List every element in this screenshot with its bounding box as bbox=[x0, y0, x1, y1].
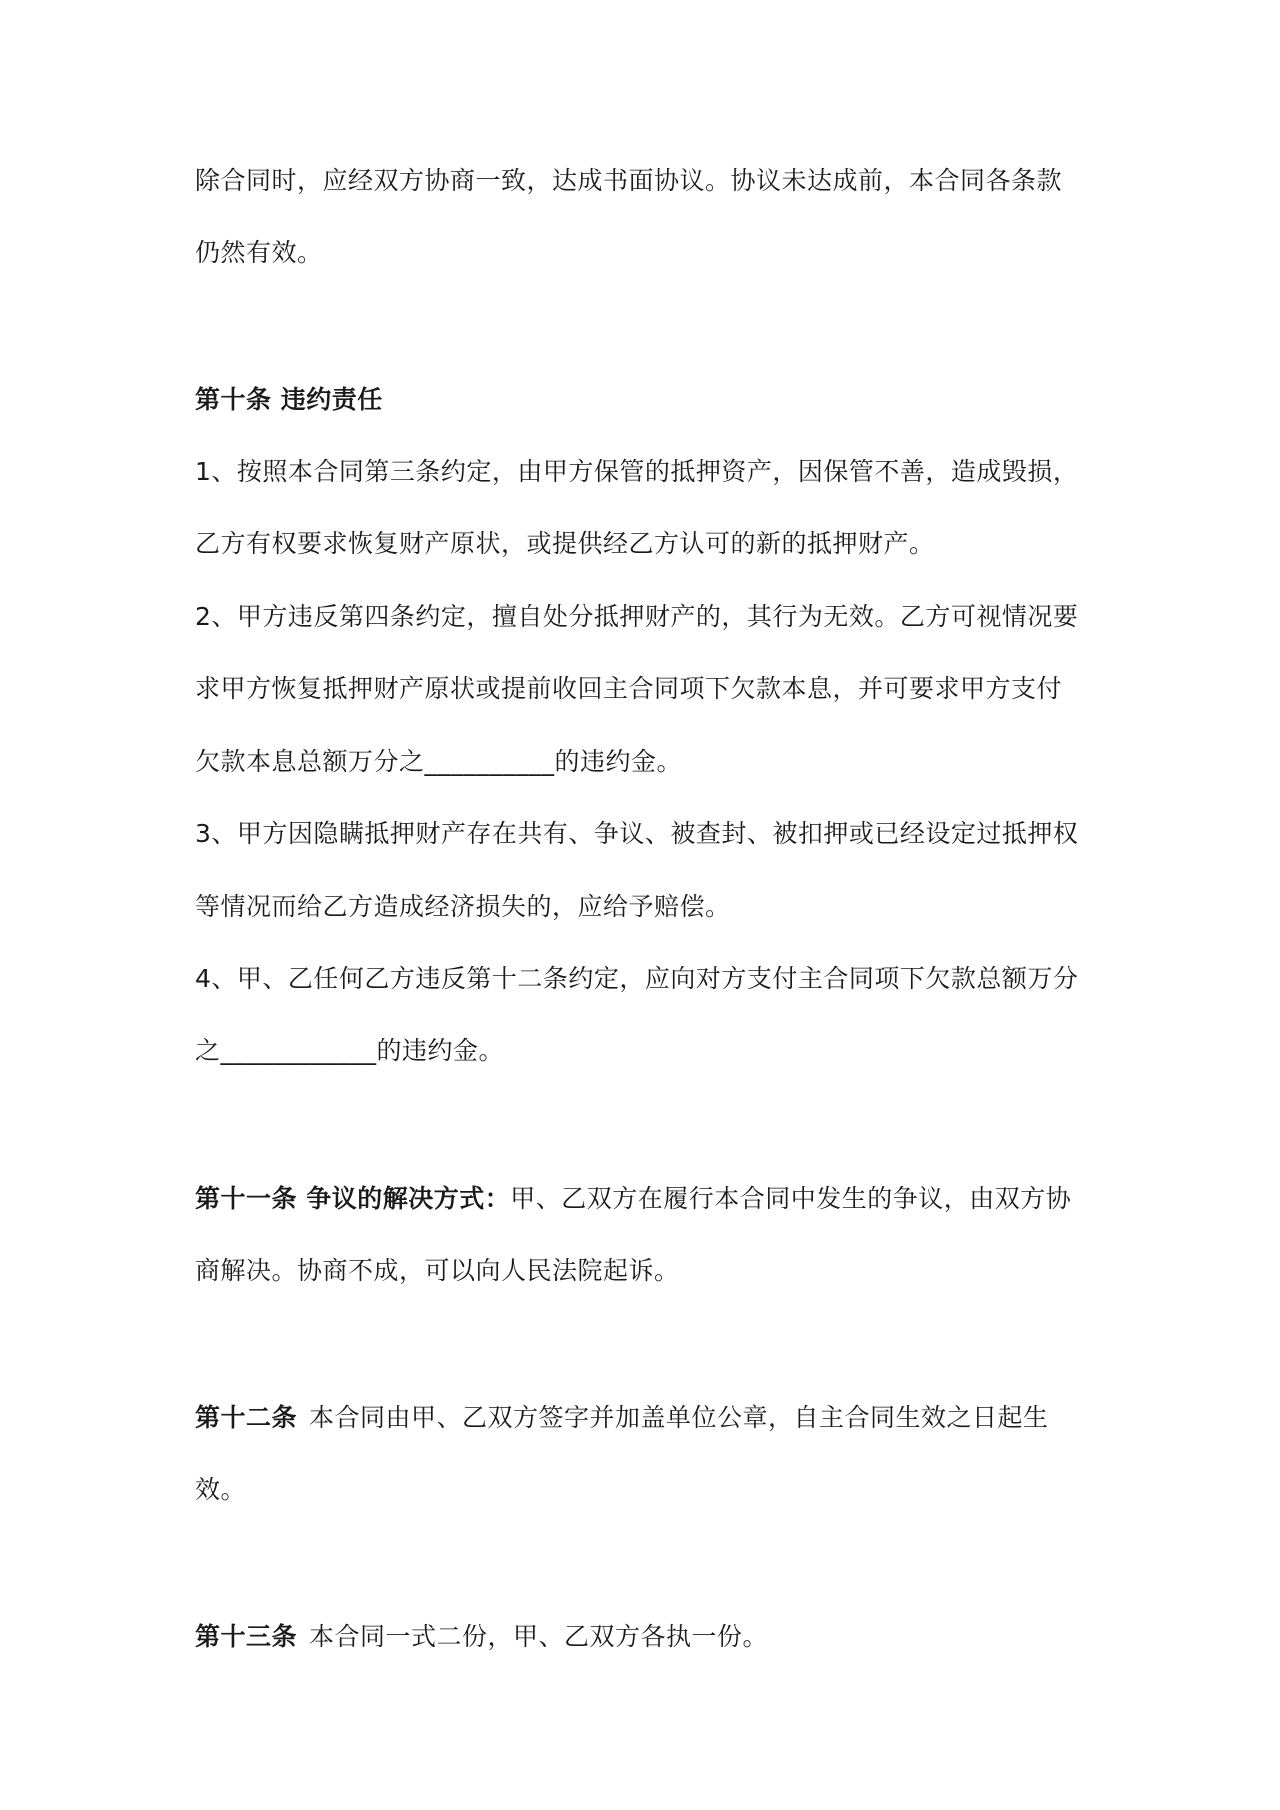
article-12-line-2: 效。 bbox=[195, 1475, 247, 1504]
article-11-line-2: 商解决。协商不成，可以向人民法院起诉。 bbox=[195, 1256, 680, 1285]
article-10-line-6: 3、甲方因隐瞒抵押财产存在共有、争议、被查封、被扣押或已经设定过抵押权 bbox=[195, 819, 1079, 848]
article-12-text: 本合同由甲、乙双方签字并加盖单位公章，自主合同生效之日起生 bbox=[309, 1403, 1049, 1432]
article-11-text: 甲、乙双方在履行本合同中发生的争议，由双方协 bbox=[510, 1184, 1072, 1213]
intro-line-1: 除合同时，应经双方协商一致，达成书面协议。协议未达成前，本合同各条款 bbox=[195, 166, 1063, 195]
article-11-line-1 bbox=[195, 1182, 1071, 1216]
article-13-heading: 第十三条 bbox=[195, 1622, 298, 1651]
article-10-line-9: 之____________的违约金。 bbox=[195, 1036, 505, 1065]
article-11-heading: 第十一条 争议的解决方式： bbox=[195, 1184, 511, 1213]
article-10-line-3: 2、甲方违反第四条约定，擅自处分抵押财产的，其行为无效。乙方可视情况要 bbox=[195, 602, 1079, 631]
intro-line-2: 仍然有效。 bbox=[195, 238, 323, 267]
article-10-line-5: 欠款本息总额万分之__________的违约金。 bbox=[195, 747, 683, 776]
article-13-line-1 bbox=[195, 1620, 768, 1654]
article-10-line-2: 乙方有权要求恢复财产原状，或提供经乙方认可的新的抵押财产。 bbox=[195, 529, 935, 558]
article-10-line-1: 1、按照本合同第三条约定，由甲方保管的抵押资产，因保管不善，造成毁损， bbox=[195, 457, 1079, 486]
article-10-line-8: 4、甲、乙任何乙方违反第十二条约定，应向对方支付主合同项下欠款总额万分 bbox=[195, 964, 1079, 993]
article-13-text: 本合同一式二份，甲、乙双方各执一份。 bbox=[309, 1622, 769, 1651]
article-12-line-1 bbox=[195, 1401, 1049, 1435]
article-10-heading: 第十条 违约责任 bbox=[195, 385, 383, 414]
article-12-heading: 第十二条 bbox=[195, 1403, 298, 1432]
article-10-line-4: 求甲方恢复抵押财产原状或提前收回主合同项下欠款本息，并可要求甲方支付 bbox=[195, 674, 1063, 703]
article-10-line-7: 等情况而给乙方造成经济损失的，应给予赔偿。 bbox=[195, 892, 731, 921]
